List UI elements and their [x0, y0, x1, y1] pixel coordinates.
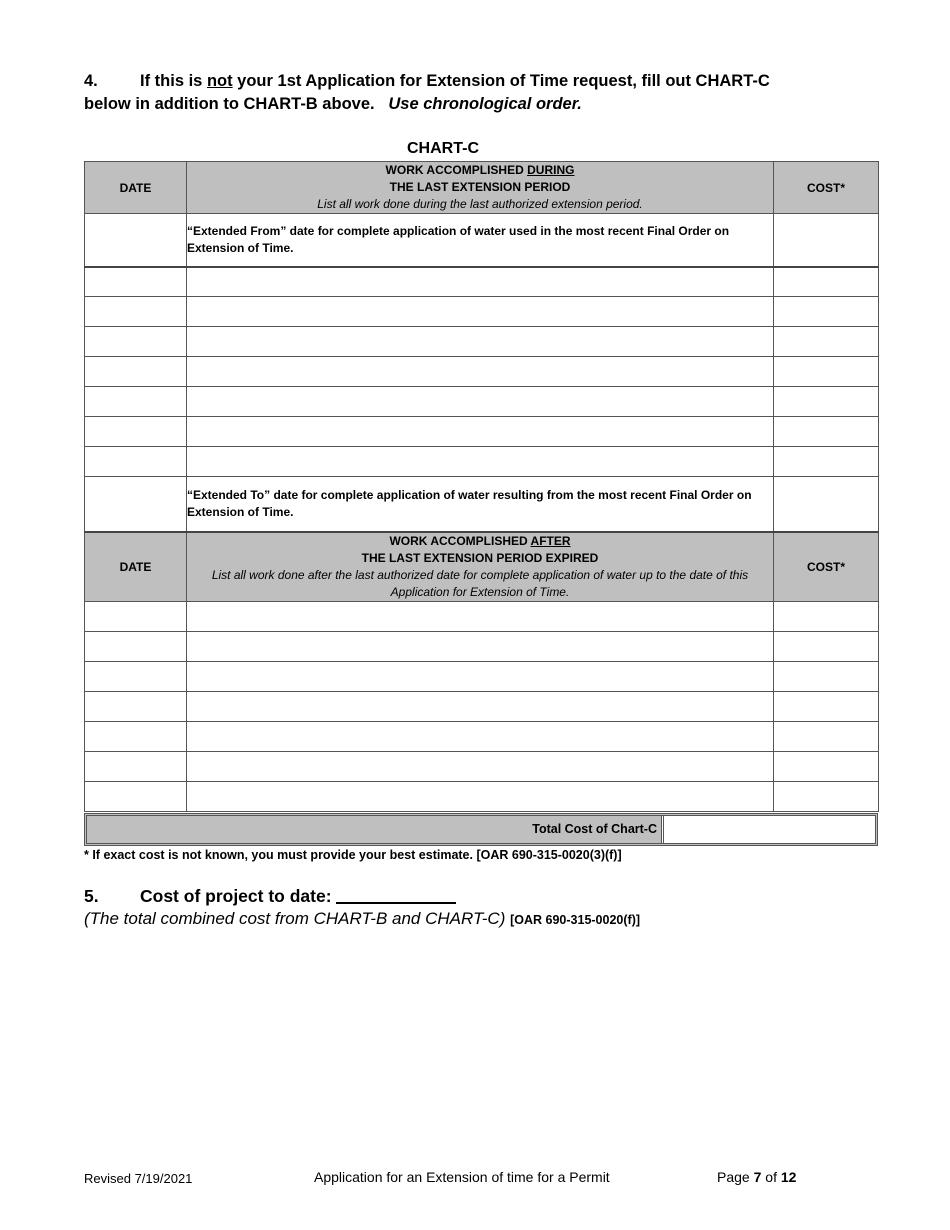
table-row — [85, 632, 879, 662]
after-header-row — [85, 532, 879, 602]
cost-cell[interactable] — [774, 782, 879, 812]
work-cell[interactable] — [187, 297, 774, 327]
cost-cell[interactable] — [774, 267, 879, 297]
extended-to-label: “Extended To” date for complete application of water resulting from the most recent Final Order on Extension of Time. — [187, 477, 774, 532]
section-5-label: Cost of project to date: — [140, 886, 332, 906]
section-5-subtext: (The total combined cost from CHART-B and CHART-C) [OAR 690-315-0020(f)] — [84, 909, 641, 928]
date-cell[interactable] — [85, 387, 187, 417]
section-5-heading — [84, 885, 456, 907]
table-row — [85, 692, 879, 722]
cost-cell[interactable] — [774, 387, 879, 417]
date-cell[interactable] — [85, 602, 187, 632]
date-cell[interactable] — [85, 357, 187, 387]
date-cell[interactable] — [85, 327, 187, 357]
work-cell[interactable] — [187, 782, 774, 812]
cost-cell[interactable] — [774, 214, 879, 267]
cost-cell[interactable] — [774, 602, 879, 632]
date-cell[interactable] — [85, 267, 187, 297]
extended-from-label: “Extended From” date for complete application of water used in the most recent Final Order on Extension of Time. — [187, 214, 774, 267]
date-cell[interactable] — [85, 632, 187, 662]
footer-page-number: Page 7 of 12 — [717, 1169, 797, 1185]
cost-cell[interactable] — [774, 417, 879, 447]
table-row — [85, 752, 879, 782]
table-row — [85, 417, 879, 447]
work-cell[interactable] — [187, 722, 774, 752]
table-row — [85, 662, 879, 692]
table-row — [85, 782, 879, 812]
footer-title: Application for an Extension of time for a Permit — [314, 1169, 610, 1185]
cost-cell[interactable] — [774, 722, 879, 752]
cost-cell[interactable] — [774, 632, 879, 662]
table-row — [85, 602, 879, 632]
date-cell[interactable] — [85, 662, 187, 692]
date-cell[interactable] — [85, 752, 187, 782]
date-cell[interactable] — [85, 692, 187, 722]
table-row — [85, 387, 879, 417]
cost-cell[interactable] — [774, 327, 879, 357]
table-row — [85, 327, 879, 357]
extended-to-row — [85, 477, 879, 532]
extended-from-row — [85, 214, 879, 267]
section-4-instructions: 4. If this is not your 1st Application for Extension of Time request, fill out CHART-C below in addition to CHART-B above. Use chronological order. — [84, 72, 770, 113]
date-header: DATE — [85, 162, 187, 214]
date-cell[interactable] — [85, 447, 187, 477]
section-5-number: 5. — [84, 886, 99, 906]
footer-revised: Revised 7/19/2021 — [84, 1171, 193, 1186]
chart-c-title: CHART-C — [407, 140, 479, 157]
work-cell[interactable] — [187, 387, 774, 417]
date-cell[interactable] — [85, 417, 187, 447]
table-row — [85, 297, 879, 327]
work-cell[interactable] — [187, 417, 774, 447]
date-cell[interactable] — [85, 782, 187, 812]
cost-header: COST* — [774, 162, 879, 214]
section-4-number: 4. — [84, 72, 98, 90]
during-header-row — [85, 162, 879, 214]
work-cell[interactable] — [187, 662, 774, 692]
work-cell[interactable] — [187, 357, 774, 387]
cost-cell[interactable] — [774, 447, 879, 477]
date-cell[interactable] — [85, 477, 187, 532]
table-row — [85, 357, 879, 387]
during-header: WORK ACCOMPLISHED DURING THE LAST EXTENSION PERIOD List all work done during the last authorized extension period. — [187, 162, 774, 214]
date-cell[interactable] — [85, 722, 187, 752]
after-header: WORK ACCOMPLISHED AFTER THE LAST EXTENSION PERIOD EXPIRED List all work done after the last authorized date for complete application of water up to the date of this Application for Extension of Time. — [187, 532, 774, 602]
cost-cell[interactable] — [774, 357, 879, 387]
work-cell[interactable] — [187, 327, 774, 357]
total-cost-field[interactable] — [661, 816, 875, 843]
chronological-note: Use chronological order. — [388, 95, 582, 113]
table-row — [85, 722, 879, 752]
table-row — [85, 447, 879, 477]
work-cell[interactable] — [187, 752, 774, 782]
oar-reference: [OAR 690-315-0020(f)] — [510, 913, 641, 927]
cost-cell[interactable] — [774, 477, 879, 532]
work-cell[interactable] — [187, 447, 774, 477]
cost-cell[interactable] — [774, 752, 879, 782]
total-cost-row — [84, 813, 878, 846]
project-cost-blank[interactable] — [336, 885, 456, 904]
total-cost-label: Total Cost of Chart-C — [532, 822, 657, 836]
work-cell[interactable] — [187, 602, 774, 632]
cost-cell[interactable] — [774, 692, 879, 722]
table-row — [85, 267, 879, 297]
cost-cell[interactable] — [774, 297, 879, 327]
work-cell[interactable] — [187, 267, 774, 297]
work-cell[interactable] — [187, 632, 774, 662]
work-cell[interactable] — [187, 692, 774, 722]
cost-footnote: * If exact cost is not known, you must provide your best estimate. [OAR 690-315-0020(3)(f)] — [84, 848, 622, 862]
not-emphasis: not — [206, 72, 233, 90]
chart-c-table — [84, 161, 879, 812]
date-cell[interactable] — [85, 214, 187, 267]
date-header: DATE — [85, 532, 187, 602]
date-cell[interactable] — [85, 297, 187, 327]
cost-cell[interactable] — [774, 662, 879, 692]
cost-header: COST* — [774, 532, 879, 602]
